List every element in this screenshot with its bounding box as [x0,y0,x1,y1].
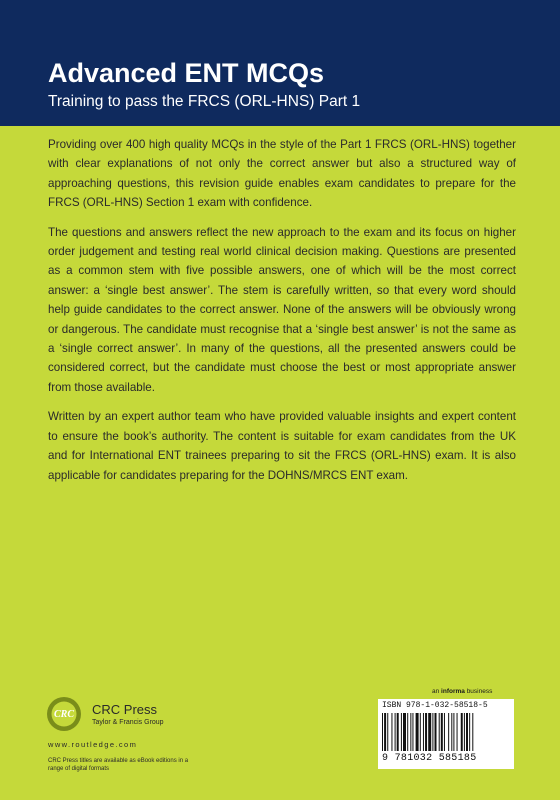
barcode-bar [403,713,406,751]
barcode-bar [416,713,419,751]
publisher-website: www.routledge.com [48,740,138,749]
isbn-label: ISBN 978-1-032-58518-5 [382,701,488,710]
ebook-note: CRC Press titles are available as eBook editions in a range of digital formats [48,758,189,772]
informa-brand: informa [441,688,465,695]
logo-text: CRC [53,709,75,720]
informa-tagline [432,688,492,695]
barcode-bar [441,713,443,751]
barcode-bar [439,713,440,751]
barcode-bar [472,713,473,751]
book-subtitle: Training to pass the FRCS (ORL-HNS) Part 1 [48,93,361,110]
barcode-bar [397,713,399,751]
barcode-bar [387,713,388,751]
barcode-bar [391,713,392,751]
barcode-bar [451,713,452,751]
barcode-bar [410,713,411,751]
barcode-bar [432,713,433,751]
crc-logo [46,696,82,732]
barcode-bar [423,713,424,751]
barcode-bar [384,713,386,751]
blurb-paragraph: Written by an expert author team who have provided valuable insights and expert content to ensure the book’s authority. The content is suitable for exam candidates from the UK and for International ENT trainees preparing to sit the FRCS (ORL-HNS) exam. It is also applicable for candidates preparing for the DOHNS/MRCS ENT exam. [48,410,516,482]
barcode-bar [382,713,383,751]
barcode-bar [407,713,408,751]
barcode-bar [453,713,454,751]
book-title: Advanced ENT MCQs [48,58,325,88]
barcode-bar [425,713,427,751]
barcode-bar [412,713,413,751]
barcode-bar [469,713,470,751]
publisher-name: CRC Press [92,702,158,717]
barcode-bar [401,713,402,751]
informa-suffix: business [464,688,493,695]
blurb-paragraph: The questions and answers reflect the new approach to the exam and its focus on higher order judgement and testing real world clinical decision making. Questions are presented as a common stem with five possible answers, one of which will be the most correct answer: a ‘single best answer’. The stem is carefully written, so that every word should help guide candidates to the correct answer. None of the answers will be obviously wrong or dangerous. The candidate must recognise that a ‘single best answer’ is not the same as a ‘single correct answer’. In many of the questions, all the presented answers could be considered correct, but the candidate must choose the best or most appropriate answer from those available. [48,225,516,394]
barcode [378,699,514,769]
barcode-bar [448,713,449,751]
blurb [48,135,516,495]
barcode-bar [466,713,468,751]
barcode-bar [444,713,445,751]
cover-header [0,0,560,126]
barcode-bars [382,713,510,751]
barcode-bar [457,713,458,751]
barcode-bar [428,713,431,751]
barcode-bar [464,713,465,751]
barcode-bar [395,713,396,751]
informa-prefix: an [432,688,442,695]
publisher-group: Taylor & Francis Group [92,719,164,726]
barcode-bar [461,713,463,751]
barcode-bar [420,713,421,751]
barcode-number: 9 781032 585185 [382,753,477,764]
blurb-paragraph: Providing over 400 high quality MCQs in the style of the Part 1 FRCS (ORL-HNS) together with clear explanations of not only the correct answer but also a structured way of approaching questions, this revision guide enables exam candidates to prepare for the FRCS (ORL-HNS) Section 1 exam with confidence. [48,138,516,210]
barcode-bar [435,713,437,751]
